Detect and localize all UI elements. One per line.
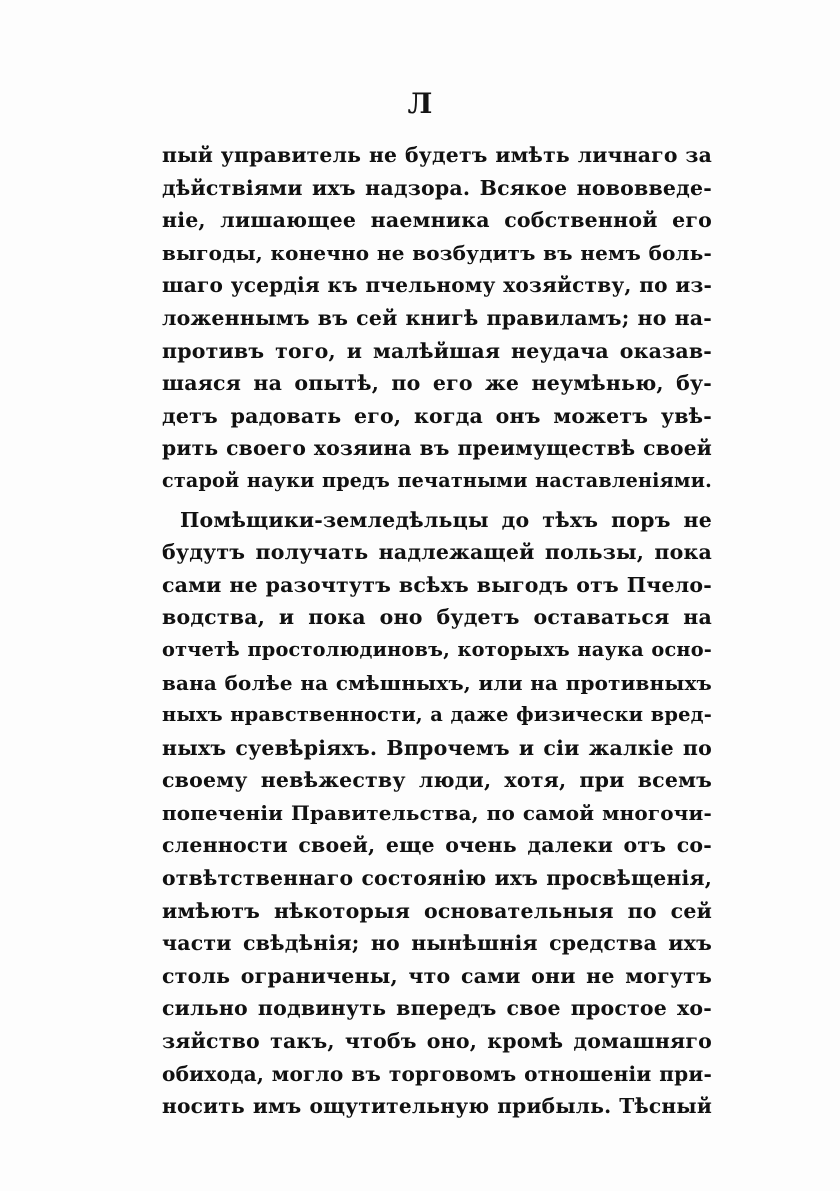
text-line: ныхъ суевѣріяхъ. Впрочемъ и сіи жалкіе по — [162, 735, 712, 760]
text-line: Помѣщики-земледѣльцы до тѣхъ поръ не — [180, 507, 712, 532]
paragraph-2 — [162, 504, 712, 1123]
body-text — [162, 139, 712, 1123]
page-folio-mark: Л — [407, 87, 433, 120]
text-line: дѣйствіями ихъ надзора. Всякое нововведе- — [162, 175, 712, 200]
text-line: своему невѣжеству люди, хотя, при всемъ — [162, 768, 712, 793]
text-line: носить имъ ощутительную прибыль. Тѣсный — [162, 1094, 712, 1119]
text-line: ніе, лишающее наемника собственной его — [162, 208, 712, 233]
text-line: столь ограничены, что сами они не могутъ — [162, 963, 712, 988]
text-line: зяйство такъ, чтобъ оно, кромѣ домашняго — [162, 1029, 712, 1054]
text-line: сильно подвинуть впередъ свое простое хо- — [162, 996, 712, 1021]
text-line: вана болѣе на смѣшныхъ, или на противныхъ — [162, 670, 712, 695]
text-line: рить своего хозяина въ преимуществѣ своей — [162, 436, 712, 461]
text-line: обихода, могло въ торговомъ отношеніи при- — [162, 1061, 712, 1086]
text-line: водства, и пока оно будетъ оставаться на — [162, 605, 712, 630]
text-line: выгоды, конечно не возбудитъ въ немъ боль- — [162, 240, 712, 265]
text-line: будутъ получать надлежащей пользы, пока — [162, 540, 712, 565]
text-line: попеченіи Правительства, по самой многочи- — [162, 800, 712, 825]
text-line: ныхъ нравственности, а даже физически вред- — [162, 703, 712, 727]
text-line: шаяся на опытѣ, по его же неумѣнью, бу- — [162, 371, 712, 396]
text-line: шаго усердія къ пчельному хозяйству, по из- — [162, 273, 712, 298]
text-line: части свѣдѣнія; но нынѣшнія средства ихъ — [162, 931, 712, 956]
paragraph-1 — [162, 139, 712, 498]
text-line: ложеннымъ въ сей книгѣ правиламъ; но на- — [162, 305, 712, 330]
text-line: пый управитель не будетъ имѣть личнаго за — [162, 143, 712, 167]
text-line: имѣютъ нѣкоторыя основательныя по сей — [162, 898, 712, 923]
text-line: противъ того, и малѣйшая неудача оказав- — [162, 338, 712, 363]
text-line: детъ радовать его, когда онъ можетъ увѣ- — [162, 403, 712, 428]
text-line: старой науки предъ печатными наставленіями. — [162, 468, 712, 492]
text-line: отвѣтственнаго состоянію ихъ просвѣщенія, — [162, 866, 712, 891]
text-line: сами не разочтутъ всѣхъ выгодъ отъ Пчело- — [162, 572, 712, 597]
text-line: сленности своей, еще очень далеки отъ со- — [162, 833, 712, 858]
text-line: отчетѣ простолюдиновъ, которыхъ наука осно- — [162, 637, 712, 661]
